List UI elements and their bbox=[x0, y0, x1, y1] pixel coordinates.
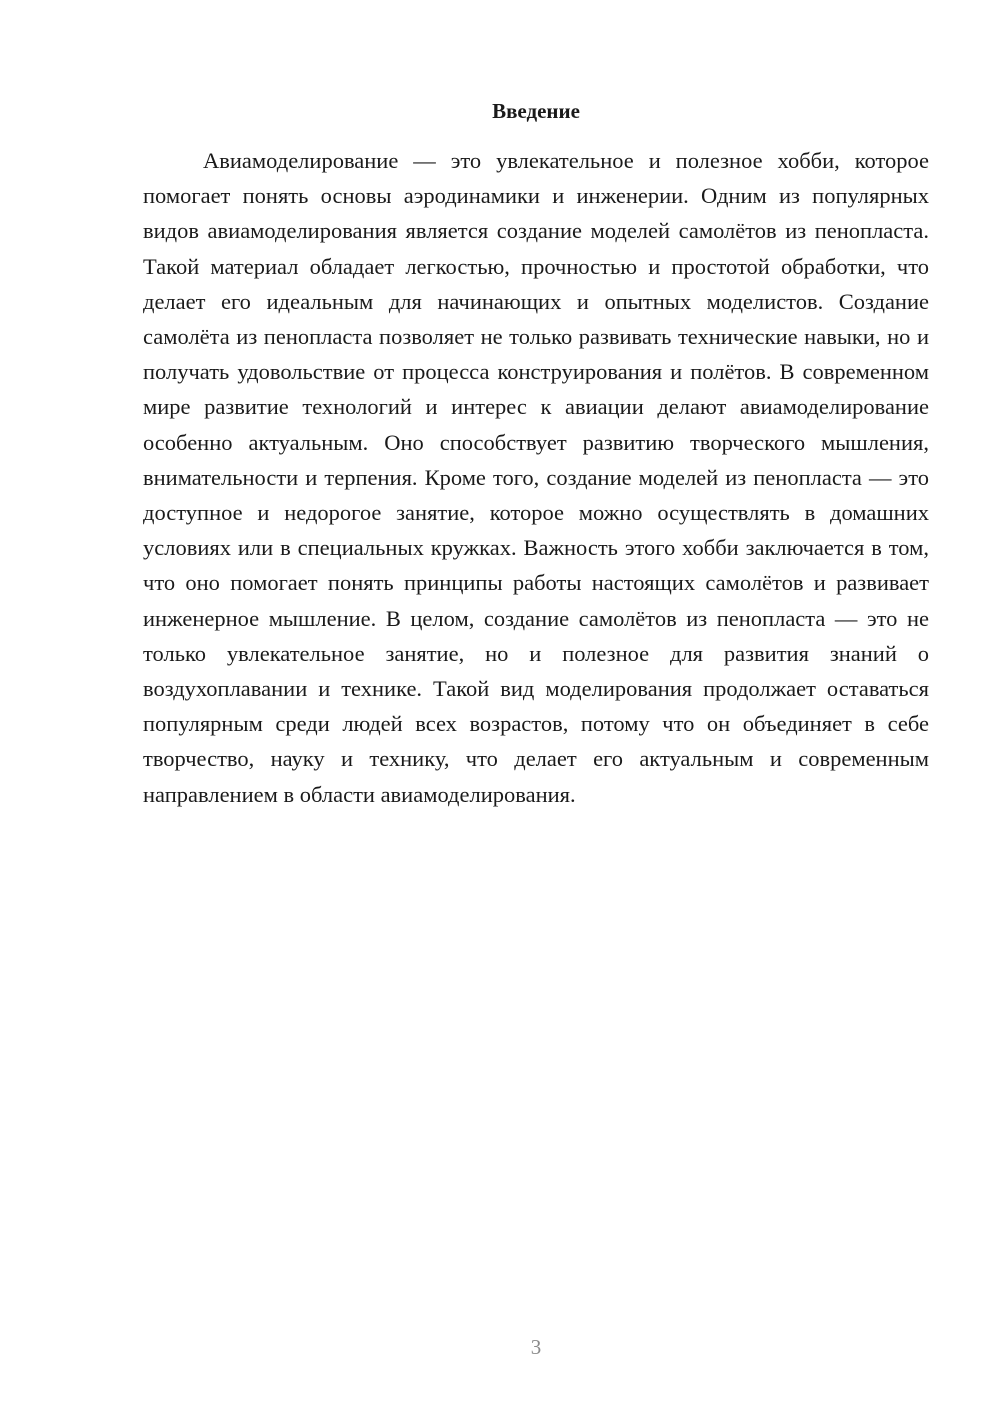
section-heading: Введение bbox=[492, 99, 580, 123]
introduction-paragraph: Авиамоделирование — это увлекательное и полезное хобби, которое помогает понять основы аэродинамики и инженерии. Одним из популярных видов авиамоделирования является создание моделей самолётов из пенопласта. Такой материал обладает легкостью, прочностью и простотой обработки, что делает его идеальным для начинающих и опытных моделистов. Создание самолёта из пенопласта позволяет не только развивать технические навыки, но и получать удовольствие от процесса конструирования и полётов. В современном мире развитие технологий и интерес к авиации делают авиамоделирование особенно актуальным. Оно способствует развитию творческого мышления, внимательности и терпения. Кроме того, создание моделей из пенопласта — это доступное и недорогое занятие, которое можно осуществлять в домашних условиях или в специальных кружках. Важность этого хобби заключается в том, что оно помогает понять принципы работы настоящих самолётов и развивает инженерное мышление. В целом, создание самолётов из пенопласта — это не только увлекательное занятие, но и полезное для развития знаний о воздухоплавании и технике. Такой вид моделирования продолжает оставаться популярным среди людей всех возрастов, потому что он объединяет в себе творчество, науку и технику, что делает его актуальным и современным направлением в области авиамоделирования. bbox=[143, 148, 929, 807]
page-number: 3 bbox=[530, 1335, 542, 1359]
